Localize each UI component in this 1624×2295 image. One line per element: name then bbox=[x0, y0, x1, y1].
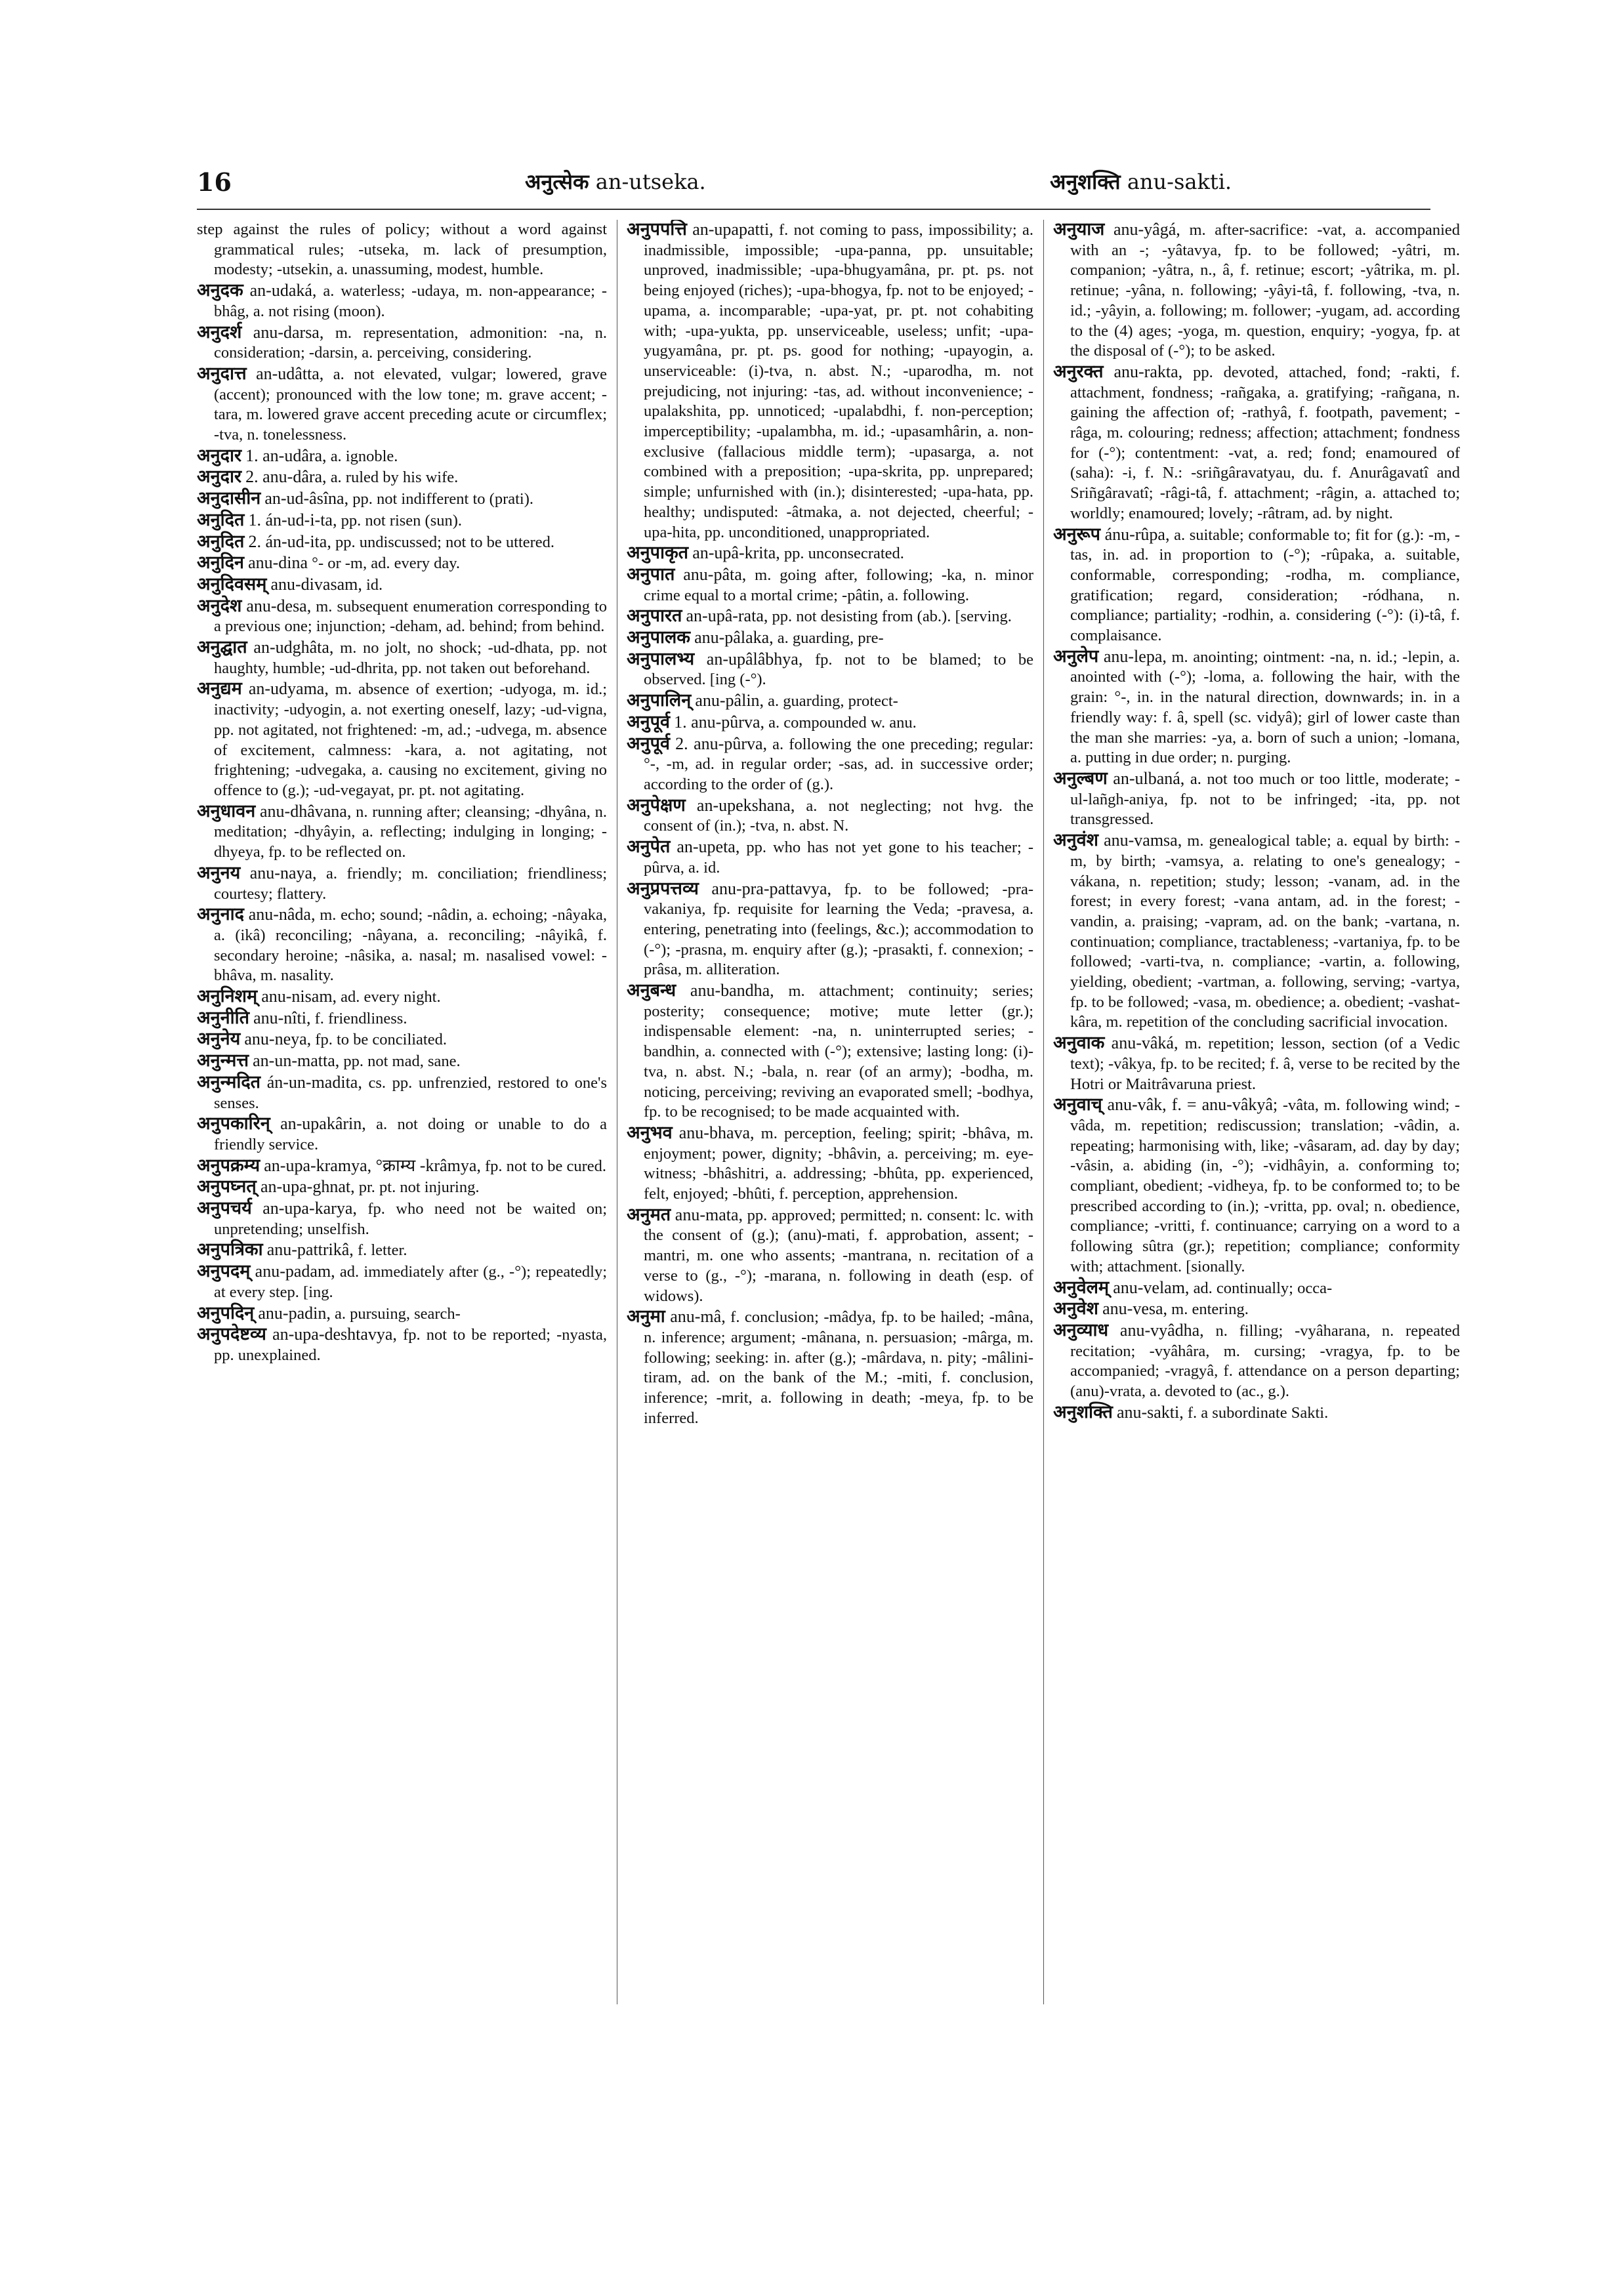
headword-transliteration: anu-dina bbox=[248, 553, 308, 573]
headword-devanagari: अनुदासीन bbox=[197, 488, 261, 509]
headword-transliteration: 2. anu-pûrva, bbox=[675, 734, 768, 753]
headword-devanagari: अनुपपत्ति bbox=[627, 220, 687, 239]
entry-definition: ad. every night. bbox=[341, 988, 441, 1006]
headword-devanagari: अनुपदेष्टव्य bbox=[197, 1324, 266, 1345]
dictionary-entry bbox=[197, 596, 607, 637]
dictionary-entry bbox=[1053, 769, 1460, 830]
entry-definition: a. not neglecting; not hvg. the consent of (in.); -tva, n. abst. N. bbox=[644, 796, 1033, 835]
dictionary-entry bbox=[197, 638, 607, 678]
headword-devanagari: अनुल्बण bbox=[1053, 768, 1108, 789]
headword-transliteration: an-upapatti, bbox=[692, 220, 774, 239]
dictionary-entry bbox=[627, 713, 1033, 734]
headword-devanagari: अनुयाज bbox=[1053, 220, 1105, 239]
entry-definition: a. following the one preceding; regular: °-, -m, ad. in regular order; -sas, ad. in successive order; according to the order of (g.). bbox=[644, 735, 1033, 793]
dictionary-entry bbox=[197, 220, 607, 280]
entry-definition: cs. pp. unfrenzied, restored to one's senses. bbox=[214, 1073, 607, 1112]
dictionary-entry bbox=[1053, 525, 1460, 646]
entry-definition: a. not doing or unable to do a friendly service. bbox=[214, 1115, 607, 1153]
headword-devanagari: अनुन्मदित bbox=[197, 1071, 261, 1092]
headword-devanagari: अनुदक bbox=[197, 280, 243, 301]
column-3 bbox=[1053, 220, 1460, 2221]
dictionary-entry bbox=[197, 575, 607, 596]
dictionary-entry bbox=[197, 364, 607, 445]
headword-transliteration: anu-darsa, bbox=[253, 322, 324, 342]
headword-devanagari: अनुपेत bbox=[627, 837, 671, 858]
headword-devanagari: अनुरक्त bbox=[1053, 361, 1104, 382]
entry-definition: f. conclusion; -mâdya, fp. to be hailed; -mâna, n. inference; argument; -mânana, n. persuasion; -mârga, m. following; seeking: in. after (g.); -mârdava, n. pity; -mâlini-tiram, ad. on the bank of the M.; -miti, f. conclusion, inference; -mrit, a. following in death; -meya, fp. to be inferred. bbox=[644, 1308, 1033, 1427]
headword-transliteration: an-upa-kramya, °क्राम्य -krâmya, bbox=[264, 1155, 481, 1175]
headword-devanagari: अनुपदम् bbox=[197, 1261, 251, 1282]
headword-transliteration: an-upa-deshtavya, bbox=[272, 1325, 397, 1344]
dictionary-entry bbox=[1053, 1095, 1460, 1277]
entry-definition: pp. not desisting from (ab.). [serving. bbox=[772, 608, 1012, 626]
headword-devanagari: अनुपघ्नत् bbox=[197, 1176, 257, 1197]
dictionary-entry bbox=[197, 1008, 607, 1029]
headword-transliteration: anu-pâlaka, bbox=[694, 628, 774, 648]
dictionary-entry bbox=[627, 1307, 1033, 1428]
headword-devanagari: अनुपालिन् bbox=[627, 690, 692, 711]
dictionary-entry bbox=[197, 1240, 607, 1261]
headword-devanagari: अनुद्यम bbox=[197, 678, 242, 699]
dictionary-entry bbox=[627, 543, 1033, 564]
headword-transliteration: an-upa-karya, bbox=[262, 1199, 357, 1218]
column-2 bbox=[627, 220, 1033, 2221]
headword-devanagari: अनुव्याध bbox=[1053, 1319, 1109, 1340]
headword-transliteration: anu-vamsa, bbox=[1104, 831, 1182, 850]
headword-devanagari: अनुमा bbox=[627, 1306, 665, 1327]
dictionary-entry bbox=[627, 691, 1033, 712]
headword-transliteration: anu-mata, bbox=[675, 1205, 743, 1224]
entry-definition: fp. to be followed; -pra-vakaniya, fp. requisite for learning the Veda; -pravesa, a. entering, penetrating into (feelings, &c.); accommodation to (-°); -prasna, m. enquiry after (g.); -prasakti, f. connexion; -prâsa, m. alliteration. bbox=[644, 880, 1033, 979]
entry-definition: -vâta, m. following wind; -vâda, m. repetition; rediscussion; translation; -vâdin, a. repeating; harmonising with, like; -vâsaram, ad. day by day; -vâsin, a. abiding (in, -°); -vidhâyin, a. conforming to; compliant, obedient; -vidheya, fp. to be conformed to; to be prescribed according to (in.); -vritta, pp. oval; n. obedience, compliance; -vritti, f. continuance; carrying on a word to a following sûtra (gr.); repetition; compliance; conformity with; attachment. [sionally. bbox=[1070, 1096, 1460, 1275]
dictionary-entry bbox=[627, 796, 1033, 837]
dictionary-entry bbox=[627, 565, 1033, 606]
dictionary-entry bbox=[1053, 1033, 1460, 1094]
headword-transliteration: 2. anu-dâra, bbox=[245, 467, 327, 487]
entry-definition: m. absence of exertion; -udyoga, m. id.; inactivity; -udyogin, a. not exerting oneself, lazy; -ud-vigna, pp. not agitated, not frightened: -m, ad.; -udvega, m. absence of excitement, calmness: -kara, a. not agitating, not frightening; -udvegaka, a. causing no excitement, giving no offence to (g.); -ud-vegayat, pr. pt. not agitating. bbox=[214, 680, 607, 799]
headword-devanagari: अनुपकारिन् bbox=[197, 1113, 270, 1134]
headword-transliteration: 1. an-udâra, bbox=[245, 445, 327, 465]
headword-devanagari: अनुबन्ध bbox=[627, 980, 677, 1001]
headword-devanagari: अनुवेलम् bbox=[1053, 1277, 1110, 1298]
dictionary-entry bbox=[197, 863, 607, 904]
dictionary-entry bbox=[627, 220, 1033, 543]
dictionary-entry bbox=[1053, 647, 1460, 768]
headword-devanagari: अनुमत bbox=[627, 1204, 671, 1225]
entry-definition: m. genealogical table; a. equal by birth: -m, by birth; -vamsya, a. relating to one's genealogy; -vákana, n. repetition; study; lesson; -vanam, ad. in the forest; in every forest; -vana antam, ad. in the forest; -vandin, a. praising; -vapram, ad. on the bank; -vartana, n. continuation; compliance, tractableness; -vartaniya, fp. to be followed; -varti-tva, n. compliance; -vartin, a. following, yielding, obedient; -vartman, a. following, serving; -vartya, fp. to be followed; -vasa, m. obedience; a. obedient; -vashat-kâra, m. repetition of the concluding sacrificial invocation. bbox=[1070, 832, 1460, 1031]
headword-transliteration: ánu-rûpa, bbox=[1104, 524, 1170, 544]
headword-devanagari: अनुपालभ्य bbox=[627, 648, 695, 669]
column-1 bbox=[197, 220, 607, 2221]
page-header bbox=[197, 167, 1430, 207]
entry-definition: f. letter. bbox=[357, 1241, 407, 1260]
headword-transliteration: anu-vâká, bbox=[1111, 1033, 1178, 1053]
dictionary-entry bbox=[197, 323, 607, 363]
dictionary-entry bbox=[197, 446, 607, 467]
dictionary-entry bbox=[1053, 831, 1460, 1033]
running-head-left bbox=[525, 167, 706, 196]
headword-transliteration: anu-bandha, bbox=[690, 981, 774, 1001]
headword-devanagari: अनुदात्त bbox=[197, 363, 247, 384]
dictionary-entry bbox=[197, 1262, 607, 1302]
headword-transliteration: anu-pra-pattavya, bbox=[711, 879, 832, 898]
dictionary-entry bbox=[1053, 220, 1460, 362]
dictionary-entry bbox=[197, 679, 607, 800]
page-number: 16 bbox=[197, 167, 232, 197]
running-head-right-roman: anu-sakti. bbox=[1127, 169, 1232, 194]
headword-devanagari: अनुपालक bbox=[627, 627, 690, 648]
headword-transliteration: 1. án-ud-i-ta, bbox=[248, 510, 337, 529]
dictionary-entry bbox=[197, 1177, 607, 1198]
headword-devanagari: अनुदित bbox=[197, 509, 245, 530]
entry-definition: step against the rules of policy; without a word against grammatical rules; -utseka, m. lack of presumption, modesty; -utsekin, a. unassuming, modest, humble. bbox=[197, 220, 607, 279]
headword-transliteration: anu-dhâvana, bbox=[260, 801, 352, 821]
headword-devanagari: अनुप्रपत्तव्य bbox=[627, 878, 699, 899]
headword-devanagari: अनुद्घात bbox=[197, 637, 247, 658]
headword-devanagari: अनुपारत bbox=[627, 606, 682, 627]
dictionary-entry bbox=[197, 1156, 607, 1177]
headword-devanagari: अनुरूप bbox=[1053, 524, 1100, 545]
entry-definition: fp. not to be cured. bbox=[484, 1157, 607, 1175]
headword-transliteration: an-udâtta, bbox=[256, 363, 324, 383]
headword-devanagari: अनुशक्ति bbox=[1053, 1401, 1113, 1422]
headword-transliteration: anu-rakta, bbox=[1114, 362, 1183, 381]
headword-transliteration: anu-vâk, f. = anu-vâkyâ; bbox=[1107, 1095, 1278, 1115]
entry-definition: pp. approved; permitted; n. consent: lc. with the consent of (g.); (anu)-mati, f. approbation, assent; -mantri, m. one who assents; -mantrana, n. recitation of a verse to (g., -°); -marana, n. following in death (esp. of widows). bbox=[644, 1206, 1033, 1305]
entry-definition: id. bbox=[365, 575, 383, 594]
headword-transliteration: anu-padin, bbox=[258, 1303, 331, 1323]
headword-transliteration: an-ud-âsîna, bbox=[264, 489, 349, 508]
headword-transliteration: an-upeta, bbox=[677, 837, 740, 857]
headword-transliteration: án-un-madita, bbox=[266, 1072, 362, 1092]
headword-devanagari: अनुपूर्व bbox=[627, 733, 670, 754]
headword-transliteration: anu-vyâdha, bbox=[1119, 1320, 1204, 1340]
headword-transliteration: an-upâlâbhya, bbox=[706, 649, 803, 669]
headword-transliteration: an-ulbaná, bbox=[1113, 768, 1185, 788]
dictionary-entry bbox=[627, 1205, 1033, 1307]
dictionary-entry bbox=[197, 1073, 607, 1113]
headword-transliteration: anu-nâda, bbox=[248, 905, 316, 924]
headword-transliteration: anu-divasam, bbox=[270, 574, 362, 594]
dictionary-entry bbox=[627, 837, 1033, 878]
entry-definition: a. suitable; conformable to; fit for (g.): -m, -tas, in. ad. in proportion to (-°); -rûpaka, a. suitable, conformable, corresponding; -rodha, m. compliance, gratification; regard, consideration; -ródhana, n. compliance; partiality; -rodhin, a. considering (-°): (i)-tâ, f. complaisance. bbox=[1070, 526, 1460, 645]
headword-transliteration: anu-pattrikâ, bbox=[266, 1240, 354, 1260]
running-head-right bbox=[1050, 167, 1232, 196]
dictionary-entry bbox=[627, 734, 1033, 795]
dictionary-entry bbox=[1053, 1278, 1460, 1299]
dictionary-entry bbox=[627, 879, 1033, 981]
dictionary-entry bbox=[1053, 1299, 1460, 1320]
running-head-left-devanagari: अनुत्सेक bbox=[525, 169, 589, 194]
headword-transliteration: anu-vesa, bbox=[1102, 1299, 1168, 1319]
dictionary-entry bbox=[197, 489, 607, 510]
headword-devanagari: अनुनाद bbox=[197, 904, 244, 925]
entry-definition: ad. immediately after (g., -°); repeatedly; at every step. [ing. bbox=[214, 1263, 607, 1301]
dictionary-entry bbox=[197, 467, 607, 488]
headword-transliteration: anu-sakti, bbox=[1116, 1402, 1184, 1422]
entry-definition: a. ruled by his wife. bbox=[330, 468, 459, 487]
entry-definition: m. perception, feeling; spirit; -bhâva, m. enjoyment; power, dignity; -bhâvin, a. perceiving; m. eye-witness; -bhâshitri, a. addressing; -bhûta, pp. experienced, felt, enjoyed; -bhûti, f. perception, apprehension. bbox=[644, 1124, 1033, 1203]
headword-devanagari: अनुपत्रिका bbox=[197, 1239, 263, 1260]
headword-devanagari: अनुवाच् bbox=[1053, 1094, 1102, 1115]
entry-definition: a. compounded w. anu. bbox=[768, 713, 917, 732]
entry-definition: pp. not mad, sane. bbox=[343, 1052, 461, 1071]
headword-devanagari: अनुनेय bbox=[197, 1029, 241, 1050]
headword-devanagari: अनुपूर्व bbox=[627, 711, 670, 732]
headword-devanagari: अनुदर्श bbox=[197, 321, 242, 342]
headword-transliteration: 2. án-ud-ita, bbox=[248, 531, 331, 551]
headword-transliteration: an-udaká, bbox=[249, 281, 317, 300]
running-head-left-roman: an-utseka. bbox=[595, 169, 706, 194]
dictionary-entry bbox=[627, 650, 1033, 690]
entry-definition: °- or -m, ad. every day. bbox=[312, 554, 461, 573]
dictionary-entry bbox=[627, 981, 1033, 1123]
entry-definition: f. a subordinate Sakti. bbox=[1187, 1403, 1329, 1422]
headword-devanagari: अनुलेप bbox=[1053, 646, 1099, 667]
entry-definition: a. guarding, protect- bbox=[768, 692, 898, 711]
headword-transliteration: 1. anu-pûrva, bbox=[674, 712, 764, 732]
headword-transliteration: anu-nisam, bbox=[261, 987, 337, 1006]
headword-transliteration: anu-neya, bbox=[244, 1029, 312, 1049]
running-head-right-devanagari: अनुशक्ति bbox=[1050, 169, 1121, 194]
headword-transliteration: anu-velam, bbox=[1113, 1277, 1190, 1297]
headword-transliteration: anu-padam, bbox=[255, 1262, 335, 1281]
header-rule bbox=[197, 209, 1430, 210]
headword-devanagari: अनुनीति bbox=[197, 1007, 249, 1028]
dictionary-entry bbox=[197, 510, 607, 531]
dictionary-entry bbox=[197, 532, 607, 553]
dictionary-entry bbox=[627, 606, 1033, 627]
dictionary-entry bbox=[627, 628, 1033, 649]
headword-devanagari: अनुवाक bbox=[1053, 1033, 1105, 1054]
headword-transliteration: an-upâ-rata, bbox=[686, 606, 768, 626]
entry-definition: a. ignoble. bbox=[330, 447, 398, 465]
headword-devanagari: अनुधावन bbox=[197, 800, 256, 821]
headword-transliteration: anu-nîti, bbox=[253, 1008, 311, 1027]
dictionary-entry bbox=[197, 987, 607, 1008]
dictionary-entry bbox=[197, 1051, 607, 1072]
entry-definition: pp. devoted, attached, fond; -rakti, f. attachment, fondness; -rañgaka, a. gratifying; -rañgana, n. gaining the affection of; -rathyâ, f. footpath, pavement; -râga, m. colouring; redness; affection; attachment; fondness for (-°); contentment: -vat, a. red; fond; enamoured of (saha): -i, f. N.: -sriñgâravatyau, du. f. Anurâgavatî and Sriñgâravatî; -râgi-tâ, f. attachment; -râgin, a. attached to; worldly; enamoured; lovely; -râtram, ad. by night. bbox=[1070, 363, 1460, 522]
dictionary-entry bbox=[1053, 1403, 1460, 1424]
headword-devanagari: अनुदेश bbox=[197, 595, 242, 616]
entry-definition: m. anointing; ointment: -na, n. id.; -lepin, a. anointed with (-°); -loma, a. following the hair, with the grain: °-, in. in the natural direction, downwards; in. in a friendly way: f. â, spell (sc. vidyâ); girl of lower caste than the man she marries: -ya, a. born of such a union; -lomana, a. putting in due order; n. purging. bbox=[1070, 648, 1460, 767]
entry-definition: pp. undiscussed; not to be uttered. bbox=[335, 533, 555, 551]
entry-definition: a. guarding, pre- bbox=[777, 629, 884, 648]
headword-devanagari: अनुपाकृत bbox=[627, 543, 689, 564]
entry-definition: f. not coming to pass, impossibility; a. inadmissible, impossible; -upa-panna, pp. unsuitable; unproved, inadmissible; -upa-bhugyamâna, pr. pt. ps. not being enjoyed (riches); -upa-bhogya, fp. not to be enjoyed; -upama, a. incomparable; -upa-yat, pr. pt. not cohabiting with; -upa-yukta, pp. unserviceable, useless; unfit; -upa-yugyamâna, pr. pt. ps. good for nothing; -upayogin, a. unserviceable: (i)-tva, n. abst. N.; -uparodha, m. not prejudicing, not injuring: -tas, ad. without inconvenience; -upalakshita, pp. unnoticed; -upalabdhi, f. non-perception; imperceptibility; -upalambha, m. id.; -upasamhârin, a. non-exclusive (fallacious middle term); -upasarga, a. not combined with a preposition; -upa-skrita, pp. unprepared; simple; unfurnished with (in.); disinterested; -upa-hata, pp. healthy; undisputed: -âtmaka, a. not dejected, cheerful; -upa-hita, pp. unconditioned, unappropriated. bbox=[644, 221, 1033, 541]
dictionary-entry bbox=[197, 553, 607, 574]
entry-definition: m. no jolt, no shock; -ud-dhata, pp. not haughty, humble; -ud-dhrita, pp. not taken out beforehand. bbox=[214, 639, 607, 677]
entry-definition: pp. not indifferent to (prati). bbox=[352, 490, 533, 508]
entry-definition: m. after-sacrifice: -vat, a. accompanied with an -; -yâtavya, fp. to be followed; -yâtri, m. companion; -yâtra, n., â, f. retinue; escort; -yâtrika, m. pl. retinue; -yâna, n. following; -yâyi-tâ, f. following, -tva, n. id.; -yâyin, a. following; m. follower; -yugam, ad. according to the (4) ages; -yoga, m. question, enquiry; -yogya, fp. at the disposal of (-°); to be asked. bbox=[1070, 221, 1460, 360]
headword-transliteration: anu-bhava, bbox=[678, 1123, 755, 1142]
entry-definition: a. not elevated, vulgar; lowered, grave (accent); pronounced with the low tone; m. grave accent; -tara, m. lowered grave accent preceding acute or circumflex; -tva, n. tonelessness. bbox=[214, 365, 607, 444]
headword-devanagari: अनुन्मत्त bbox=[197, 1050, 249, 1071]
entry-definition: n. filling; -vyâharana, n. repeated recitation; -vyâhâra, m. cursing; -vragya, fp. to be accompanied; -vragyâ, f. attendance on a person departing; (anu)-vrata, a. devoted to (ac., g.). bbox=[1070, 1321, 1460, 1401]
dictionary-entry bbox=[197, 802, 607, 863]
entry-definition: pp. unconsecrated. bbox=[783, 545, 904, 563]
headword-devanagari: अनुदित bbox=[197, 531, 245, 552]
dictionary-entry bbox=[197, 1325, 607, 1365]
entry-definition: a. friendly; m. conciliation; friendliness; courtesy; flattery. bbox=[214, 864, 607, 903]
entry-definition: fp. not to be reported; -nyasta, pp. unexplained. bbox=[214, 1326, 607, 1364]
headword-devanagari: अनुनिशम् bbox=[197, 986, 258, 1007]
entry-definition: n. running after; cleansing; -dhyâna, n. meditation; -dhyâyin, a. reflecting; indulging in longing; -dhyeya, fp. to be reflected on. bbox=[214, 802, 607, 861]
headword-transliteration: an-udyama, bbox=[248, 679, 329, 699]
headword-transliteration: anu-desa, bbox=[246, 596, 312, 615]
entry-definition: fp. who need not be waited on; unpretending; unselfish. bbox=[214, 1200, 607, 1238]
entry-definition: m. representation, admonition: -na, n. consideration; -darsin, a. perceiving, considering. bbox=[214, 323, 607, 362]
entry-definition: m. entering. bbox=[1171, 1300, 1249, 1319]
dictionary-entry bbox=[197, 1114, 607, 1155]
headword-devanagari: अनुनय bbox=[197, 862, 241, 883]
entry-definition: pp. not risen (sun). bbox=[341, 511, 463, 529]
headword-devanagari: अनुपात bbox=[627, 564, 675, 585]
dictionary-entry bbox=[197, 1304, 607, 1325]
entry-definition: m. attachment; continuity; series; posterity; consequence; motive; mute letter (gr.); indispensable element: -na, n. uninterrupted series; -bandhin, a. connected with (-°); extensive; lasting long: (i)-tva, n. abst. N.; -bala, n. rear (of an army); -bodha, m. noticing, perceiving; reviving an evaporated smell; -bodhya, fp. to be recognised; to be made acquainted with. bbox=[644, 982, 1033, 1121]
entry-definition: a. not too much or too little, moderate; -ul-lañgh-aniya, fp. not to be infringed; -ita, pp. not transgressed. bbox=[1070, 770, 1460, 829]
headword-transliteration: anu-pâlin, bbox=[695, 691, 764, 711]
entry-definition: fp. not to be blamed; to be observed. [ing (-°). bbox=[644, 650, 1033, 689]
headword-devanagari: अनुपक्रम्य bbox=[197, 1155, 260, 1176]
entry-definition: m. subsequent enumeration corresponding to a previous one; injunction; -deham, ad. behind; from behind. bbox=[214, 597, 607, 636]
headword-transliteration: anu-pâta, bbox=[683, 564, 747, 584]
entry-definition: pp. who has not yet gone to his teacher; -pûrva, a. id. bbox=[644, 838, 1033, 877]
dictionary-entry bbox=[197, 905, 607, 986]
headword-devanagari: अनुवेश bbox=[1053, 1298, 1098, 1319]
headword-transliteration: anu-mâ, bbox=[670, 1307, 726, 1327]
entry-definition: pr. pt. not injuring. bbox=[358, 1178, 480, 1197]
headword-devanagari: अनुभव bbox=[627, 1122, 673, 1143]
entry-definition: m. echo; sound; -nâdin, a. echoing; -nâyaka, a. (ikâ) reconciling; -nâyana, a. reconciling; -nâyikâ, f. secondary heroine; -nâsika, a. nasal; m. nasalised vowel: -bhâva, m. nasality. bbox=[214, 906, 607, 985]
dictionary-entry bbox=[197, 1199, 607, 1239]
headword-transliteration: anu-lepa, bbox=[1103, 646, 1167, 666]
headword-devanagari: अनुदिवसम् bbox=[197, 573, 267, 594]
dictionary-entry bbox=[627, 1123, 1033, 1205]
headword-devanagari: अनुपदिन् bbox=[197, 1302, 255, 1323]
headword-devanagari: अनुदिन bbox=[197, 552, 244, 573]
entry-definition: f. friendliness. bbox=[314, 1009, 407, 1027]
headword-transliteration: anu-naya, bbox=[249, 863, 317, 882]
dictionary-entry bbox=[1053, 1321, 1460, 1402]
dictionary-entry bbox=[1053, 362, 1460, 524]
dictionary-entry bbox=[197, 1029, 607, 1050]
dictionary-entry bbox=[197, 281, 607, 321]
column-rule-2 bbox=[1043, 220, 1044, 2004]
entry-definition: a. waterless; -udaya, m. non-appearance; -bhâg, a. not rising (moon). bbox=[214, 282, 607, 320]
headword-transliteration: anu-yâgá, bbox=[1113, 220, 1180, 239]
headword-transliteration: an-upa-ghnat, bbox=[260, 1177, 355, 1197]
headword-devanagari: अनुवंश bbox=[1053, 830, 1098, 851]
headword-devanagari: अनुपेक्षण bbox=[627, 795, 686, 816]
entry-definition: fp. to be conciliated. bbox=[315, 1031, 447, 1049]
entry-definition: ad. continually; occa- bbox=[1193, 1279, 1333, 1297]
headword-transliteration: an-upakârin, bbox=[280, 1114, 366, 1134]
entry-definition: m. repetition; lesson, section (of a Vedic text); -vâkya, fp. to be recited; f. â, verse to be recited by the Hotri or Maitrâvaruna priest. bbox=[1070, 1035, 1460, 1093]
headword-transliteration: an-upâ-krita, bbox=[692, 543, 780, 563]
entry-definition: a. pursuing, search- bbox=[334, 1304, 461, 1323]
headword-devanagari: अनुदार bbox=[197, 466, 241, 487]
entry-definition: m. going after, following; -ka, n. minor crime equal to a mortal crime; -pâtin, a. following. bbox=[644, 566, 1033, 604]
headword-devanagari: अनुपचर्य bbox=[197, 1198, 252, 1219]
headword-transliteration: an-udghâta, bbox=[253, 638, 334, 657]
headword-devanagari: अनुदार bbox=[197, 445, 241, 466]
headword-transliteration: an-upekshana, bbox=[696, 795, 795, 815]
headword-transliteration: an-un-matta, bbox=[253, 1051, 340, 1071]
